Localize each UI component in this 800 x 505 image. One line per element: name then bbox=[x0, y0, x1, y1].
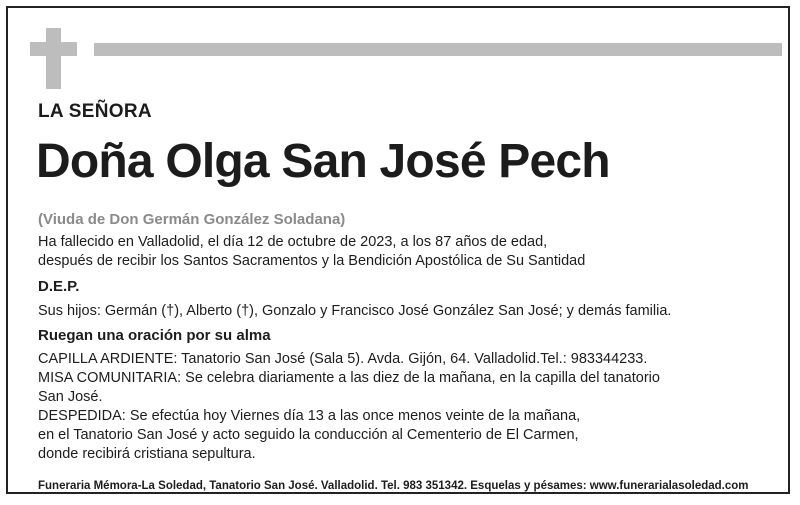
top-divider bbox=[94, 43, 782, 56]
death-line-1: Ha fallecido en Valladolid, el día 12 de octubre de 2023, a los 87 años de edad, bbox=[38, 234, 548, 250]
deceased-name: Doña Olga San José Pech bbox=[36, 135, 610, 188]
prayer-heading: Ruegan una oración por su alma bbox=[38, 327, 271, 344]
despedida-line-2: en el Tanatorio San José y acto seguido la conducción al Cementerio de El Carmen, bbox=[38, 427, 579, 443]
misa-line-1: MISA COMUNITARIA: Se celebra diariamente a las diez de la mañana, en la capilla del tanatorio bbox=[38, 370, 660, 386]
funeral-home-footer: Funeraria Mémora-La Soledad, Tanatorio San José. Valladolid. Tel. 983 351342. Esquelas y pésames: www.funerarialasoledad.com bbox=[38, 480, 749, 492]
obituary-notice bbox=[6, 6, 790, 494]
misa-line-2: San José. bbox=[38, 389, 103, 405]
dep-label: D.E.P. bbox=[38, 278, 80, 295]
family-line: Sus hijos: Germán (†), Alberto (†), Gonzalo y Francisco José González San José; y demás familia. bbox=[38, 303, 672, 319]
cross-horizontal-bar bbox=[30, 42, 77, 56]
cross-vertical-bar bbox=[46, 28, 61, 89]
title-label: LA SEÑORA bbox=[38, 101, 152, 122]
despedida-line-1: DESPEDIDA: Se efectúa hoy Viernes día 13 a las once menos veinte de la mañana, bbox=[38, 408, 581, 424]
death-line-2: después de recibir los Santos Sacramentos y la Bendición Apostólica de Su Santidad bbox=[38, 253, 586, 269]
despedida-line-3: donde recibirá cristiana sepultura. bbox=[38, 446, 256, 462]
subtitle-widow: (Viuda de Don Germán González Soladana) bbox=[38, 211, 346, 228]
capilla-line: CAPILLA ARDIENTE: Tanatorio San José (Sala 5). Avda. Gijón, 64. Valladolid.Tel.: 983344233. bbox=[38, 351, 648, 367]
